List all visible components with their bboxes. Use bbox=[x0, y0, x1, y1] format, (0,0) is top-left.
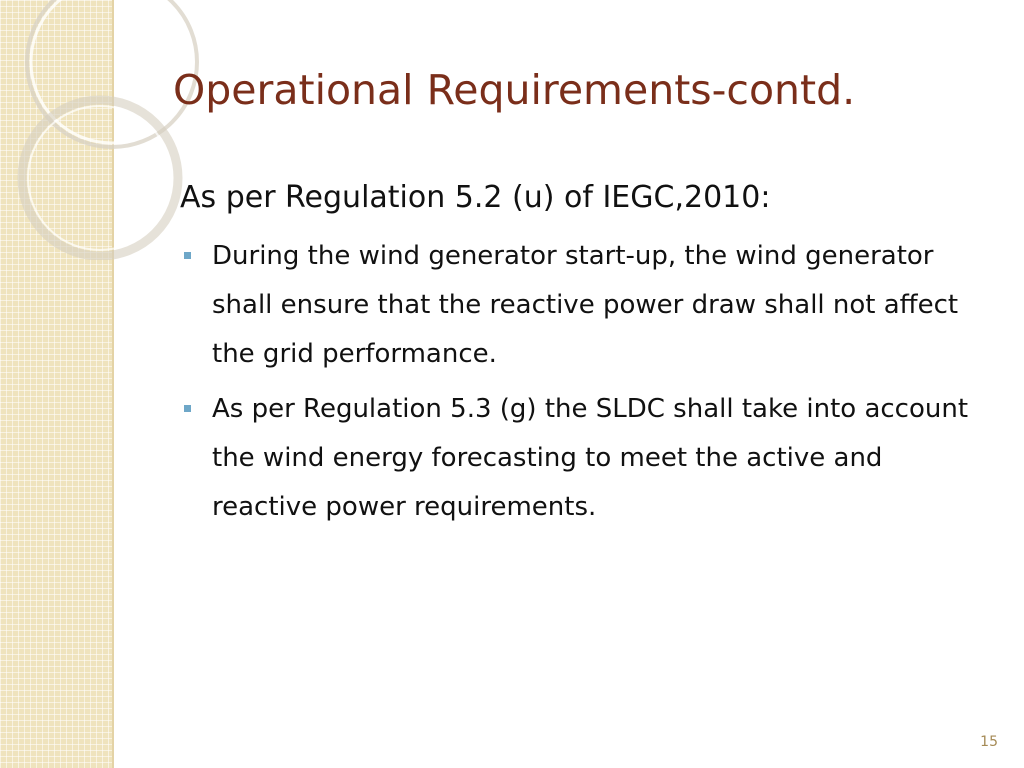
slide-title: Operational Requirements-contd. bbox=[173, 66, 856, 114]
bullet-text: As per Regulation 5.3 (g) the SLDC shall take into account the wind energy forecasting to meet the active and reactive power requirements. bbox=[212, 394, 969, 522]
square-bullet-icon bbox=[184, 252, 191, 259]
decorative-rings-icon bbox=[0, 0, 200, 260]
bullet-text: During the wind generator start-up, the wind generator shall ensure that the reactive power draw shall not affect the grid performance. bbox=[212, 241, 959, 369]
list-item bbox=[180, 385, 972, 532]
slide-number: 15 bbox=[980, 734, 998, 750]
bullet-list bbox=[180, 232, 980, 532]
intro-text: As per Regulation 5.2 (u) of IEGC,2010: bbox=[180, 180, 771, 215]
slide-body bbox=[180, 178, 980, 538]
square-bullet-icon bbox=[184, 405, 191, 412]
list-item bbox=[180, 232, 972, 379]
